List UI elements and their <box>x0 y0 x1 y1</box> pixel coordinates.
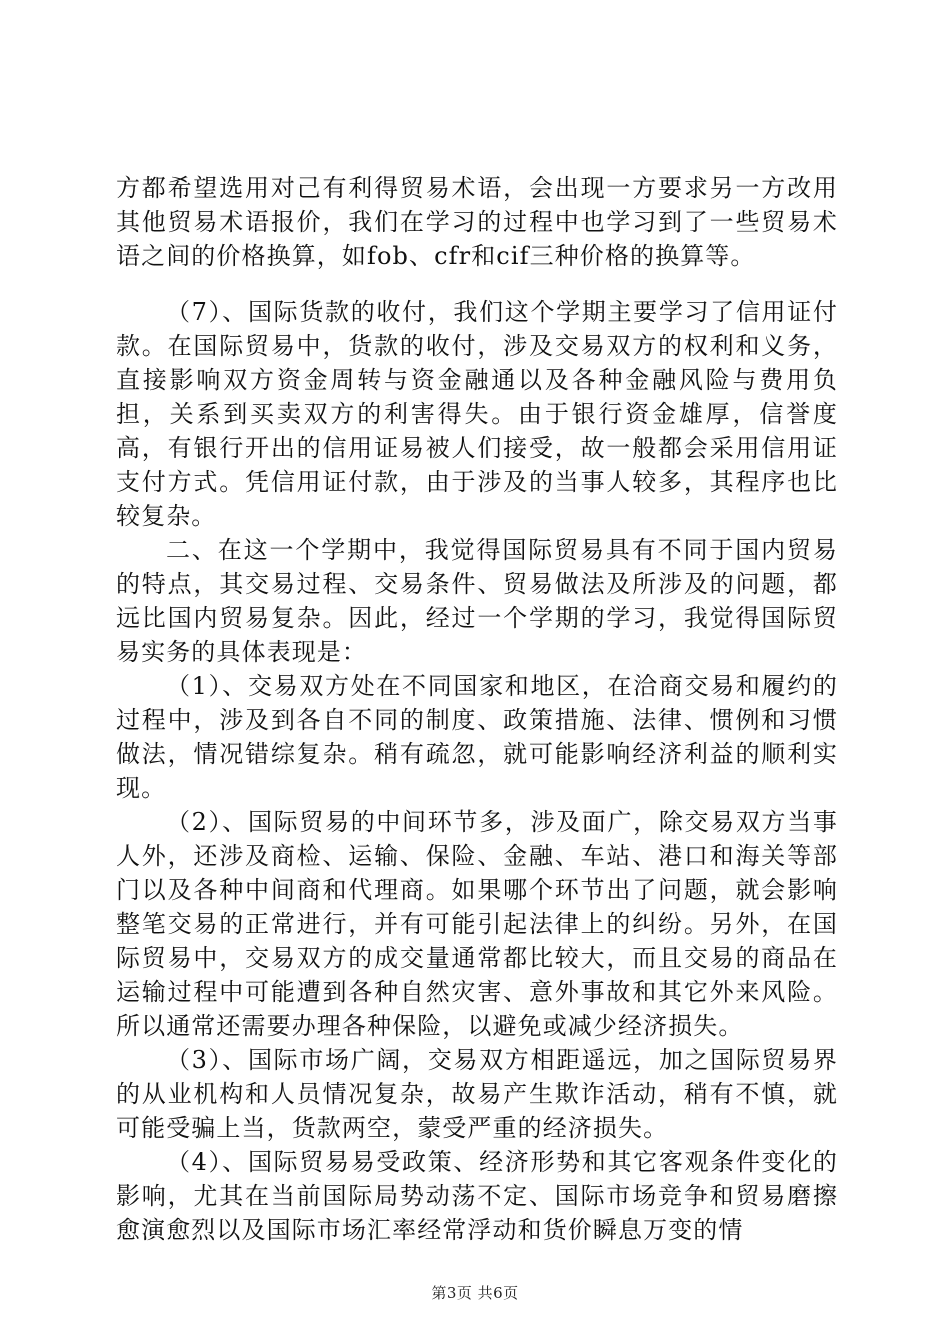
page-number-footer: 第3页 共6页 <box>431 1284 519 1302</box>
paragraph-payment: （7）、国际货款的收付，我们这个学期主要学习了信用证付款。在国际贸易中，货款的收付，涉及交易双方的权利和义务，直接影响双方资金周转与资金融通以及各种金融风险与费用负担，关系到买卖双方的利害得失。由于银行资金雄厚，信誉度高，有银行开出的信用证易被人们接受，故一般都会采用信用证支付方式。凭信用证付款，由于涉及的当事人较多，其程序也比较复杂。 <box>116 298 838 530</box>
paragraph-point-2: （2）、国际贸易的中间环节多，涉及面广，除交易双方当事人外，还涉及商检、运输、保险、金融、车站、港口和海关等部门以及各种中间商和代理商。如果哪个环节出了问题，就会影响整笔交易的正常进行，并有可能引起法律上的纠纷。另外，在国际贸易中，交易双方的成交量通常都比较大，而且交易的商品在运输过程中可能遭到各种自然灾害、意外事故和其它外来风险。所以通常还需要办理各种保险，以避免或减少经济损失。 <box>116 808 838 1040</box>
body-text <box>116 295 838 1247</box>
continuation-block <box>116 171 838 273</box>
paragraph-point-1: （1）、交易双方处在不同国家和地区，在洽商交易和履约的过程中，涉及到各自不同的制度、政策措施、法律、惯例和习惯做法，情况错综复杂。稍有疏忽，就可能影响经济利益的顺利实现。 <box>116 672 838 802</box>
paragraph-point-3: （3）、国际市场广阔，交易双方相距遥远，加之国际贸易界的从业机构和人员情况复杂，故易产生欺诈活动，稍有不慎，就可能受骗上当，货款两空，蒙受严重的经济损失。 <box>116 1046 838 1142</box>
paragraph-section-two: 二、在这一个学期中，我觉得国际贸易具有不同于国内贸易的特点，其交易过程、交易条件、贸易做法及所涉及的问题，都远比国内贸易复杂。因此，经过一个学期的学习，我觉得国际贸易实务的具体表现是： <box>116 536 838 666</box>
paragraph-point-4: （4）、国际贸易易受政策、经济形势和其它客观条件变化的影响，尤其在当前国际局势动荡不定、国际市场竞争和贸易磨擦愈演愈烈以及国际市场汇率经常浮动和货价瞬息万变的情 <box>116 1148 838 1244</box>
continuation-paragraph: 方都希望选用对己有利得贸易术语，会出现一方要求另一方改用其他贸易术语报价，我们在学习的过程中也学习到了一些贸易术语之间的价格换算，如fob、cfr和cif三种价格的换算等。 <box>116 174 838 270</box>
